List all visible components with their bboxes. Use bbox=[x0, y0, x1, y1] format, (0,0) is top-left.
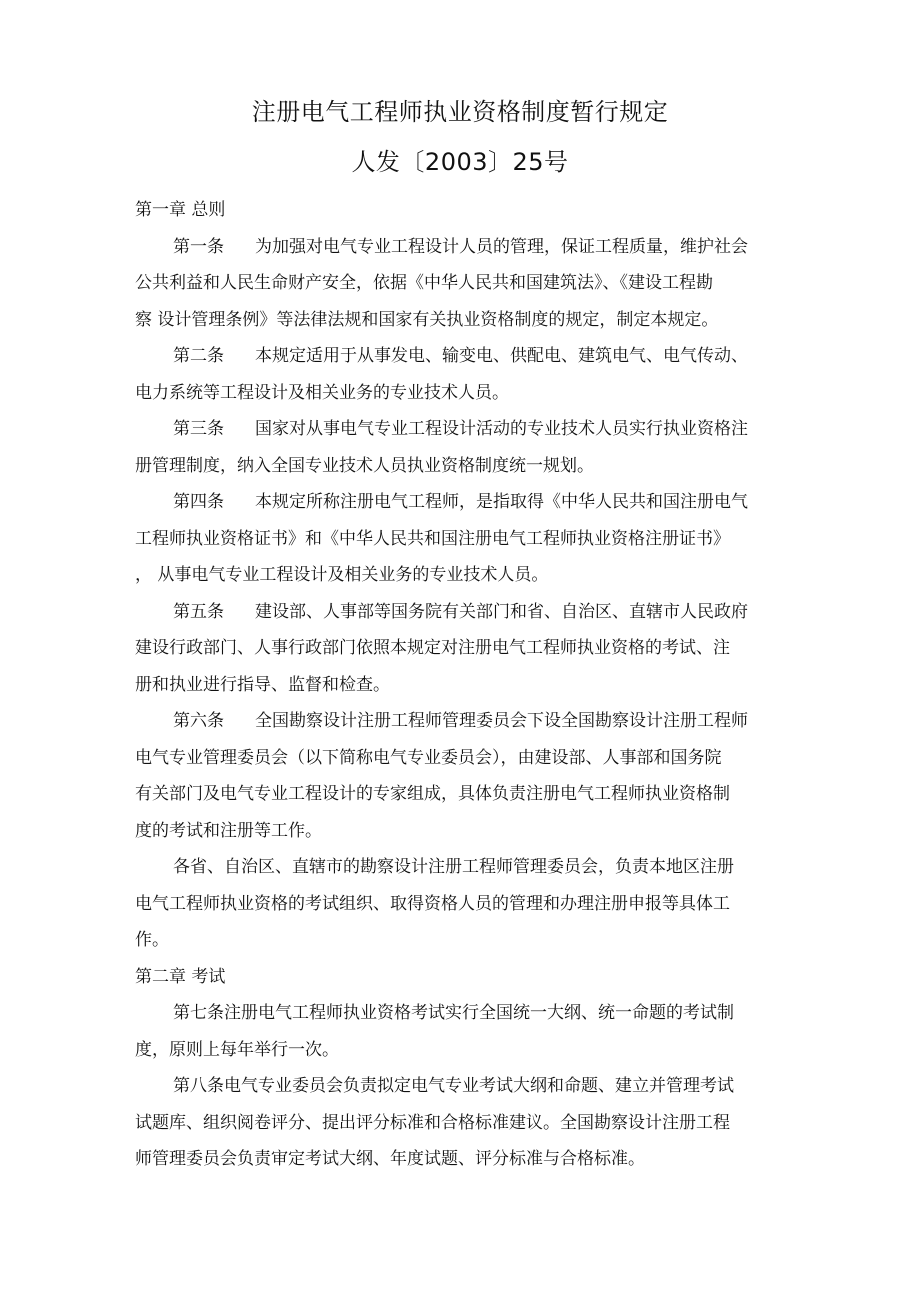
paragraph-line: 电力系统等工程设计及相关业务的专业技术人员。 bbox=[135, 382, 509, 403]
article-first-line bbox=[135, 594, 795, 631]
article-text: 为加强对电气专业工程设计人员的管理，保证工程质量，维护社会 bbox=[255, 236, 748, 257]
article-number: 第一条 bbox=[173, 236, 224, 257]
paragraph-line: 师管理委员会负责审定考试大纲、年度试题、评分标准与合格标准。 bbox=[135, 1149, 645, 1169]
paragraph-line: 试题库、组织阅卷评分、提出评分标准和合格标准建议。全国勘察设计注册工程 bbox=[135, 1112, 730, 1133]
paragraph-first-line: 各省、自治区、直辖市的勘察设计注册工程师管理委员会，负责本地区注册 bbox=[173, 857, 734, 877]
document-body bbox=[135, 192, 795, 1178]
article-number: 第二条 bbox=[173, 346, 224, 366]
paragraph-line: 电气工程师执业资格的考试组织、取得资格人员的管理和办理注册申报等具体工 bbox=[135, 893, 730, 914]
article-text: 本规定适用于从事发电、输变电、供配电、建筑电气、电气传动、 bbox=[255, 346, 748, 366]
article-number: 第六条 bbox=[173, 711, 224, 731]
chapter-heading: 第一章 总则 bbox=[135, 200, 226, 220]
paragraph-line: 电气专业管理委员会（以下简称电气专业委员会），由建设部、人事部和国务院 bbox=[135, 747, 722, 768]
paragraph-first-line: 第八条电气专业委员会负责拟定电气专业考试大纲和命题、建立并管理考试 bbox=[173, 1076, 734, 1096]
article-first-line bbox=[135, 703, 795, 740]
paragraph-line: 度，原则上每年举行一次。 bbox=[135, 1039, 339, 1060]
paragraph-line: ， 从事电气专业工程设计及相关业务的专业技术人员。 bbox=[135, 565, 549, 585]
article-number: 第三条 bbox=[173, 419, 224, 439]
paragraph-line: 工程师执业资格证书》和《中华人民共和国注册电气工程师执业资格注册证书》 bbox=[135, 528, 730, 549]
paragraph-line: 作。 bbox=[135, 930, 169, 950]
document-number: 人发〔2003〕25号 bbox=[351, 148, 569, 176]
article-first-line bbox=[135, 338, 795, 375]
article-text: 建设部、人事部等国务院有关部门和省、自治区、直辖市人民政府 bbox=[255, 601, 748, 622]
article-first-line bbox=[135, 411, 795, 448]
paragraph-line: 建设行政部门、人事行政部门依照本规定对注册电气工程师执业资格的考试、注 bbox=[135, 638, 730, 658]
paragraph-line: 察 设计管理条例》等法律法规和国家有关执业资格制度的规定，制定本规定。 bbox=[135, 309, 719, 330]
paragraph-line: 度的考试和注册等工作。 bbox=[135, 820, 322, 841]
article-first-line bbox=[135, 484, 795, 521]
article-text: 全国勘察设计注册工程师管理委员会下设全国勘察设计注册工程师 bbox=[255, 711, 748, 731]
chapter-heading: 第二章 考试 bbox=[135, 966, 226, 987]
document-title: 注册电气工程师执业资格制度暂行规定 bbox=[251, 98, 669, 126]
paragraph-line: 有关部门及电气专业工程设计的专家组成，具体负责注册电气工程师执业资格制 bbox=[135, 784, 730, 804]
article-number: 第五条 bbox=[173, 601, 224, 622]
article-text: 本规定所称注册电气工程师，是指取得《中华人民共和国注册电气 bbox=[255, 492, 748, 512]
paragraph-line: 册管理制度，纳入全国专业技术人员执业资格制度统一规划。 bbox=[135, 455, 594, 476]
article-first-line bbox=[135, 229, 795, 266]
paragraph-line: 公共利益和人民生命财产安全，依据《中华人民共和国建筑法》、《建设工程勘 bbox=[135, 273, 713, 293]
article-number: 第四条 bbox=[173, 492, 224, 512]
article-text: 国家对从事电气专业工程设计活动的专业技术人员实行执业资格注 bbox=[255, 419, 748, 439]
paragraph-line: 册和执业进行指导、监督和检查。 bbox=[135, 674, 390, 695]
paragraph-first-line: 第七条注册电气工程师执业资格考试实行全国统一大纲、统一命题的考试制 bbox=[173, 1003, 734, 1023]
